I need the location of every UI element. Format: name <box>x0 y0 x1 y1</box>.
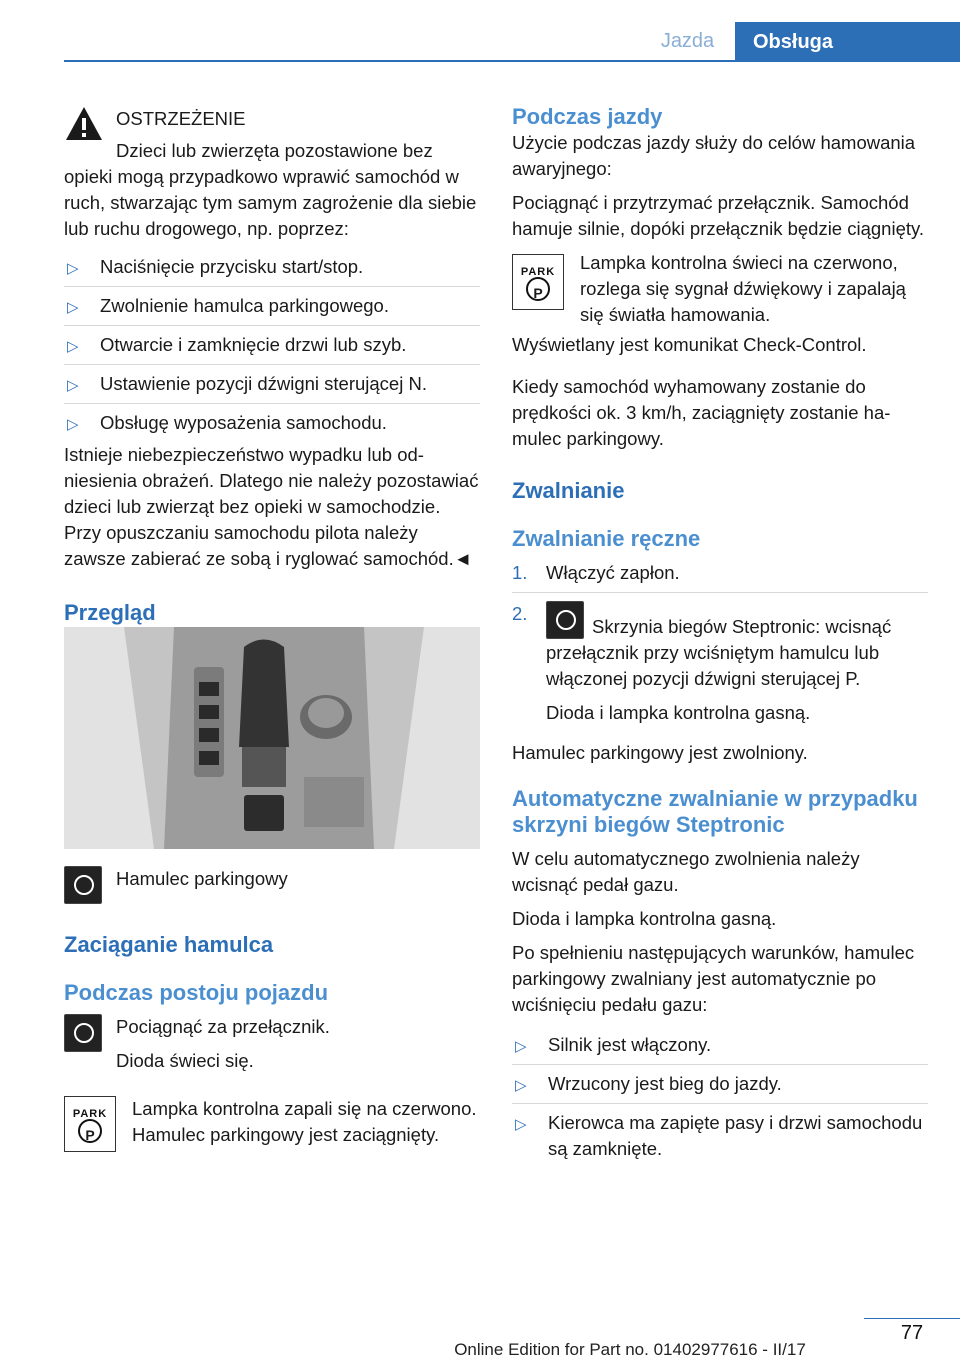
console-illustration <box>64 627 480 849</box>
parking-brake-switch-icon <box>64 866 102 904</box>
edition-text: Online Edition for Part no. 01402977616 - II/17 <box>454 1340 806 1359</box>
tab-obsluga[interactable]: Obsługa <box>735 22 960 62</box>
auto-p1: W celu automatycznego zwolnienia należy wcisnąć pedał gazu. <box>512 848 860 895</box>
lamp-row <box>64 1096 480 1176</box>
bullet-triangle-icon: ▷ <box>67 338 79 355</box>
caption-row <box>64 866 480 904</box>
list-item: ▷ Zwolnienie hamulca parkingowego. <box>64 287 480 326</box>
driving-p4: Kiedy samochód wyhamowany zostanie do prędkości ok. 3 km/h, zaciągnięty zostanie hamulec parkingowy. <box>512 376 891 449</box>
conditions-list <box>512 1026 928 1168</box>
parking-brake-switch-icon <box>64 1014 102 1052</box>
subheading-reczne: Zwalnianie ręczne <box>512 526 701 551</box>
park-indicator-icon: PARK P <box>512 254 564 310</box>
list-item: ▷ Otwarcie i zamknięcie drzwi lub szyb. <box>64 326 480 365</box>
page-number: 77 <box>900 1322 924 1344</box>
released-text: Hamulec parkingowy jest zwolniony. <box>512 742 808 763</box>
list-item: ▷ Wrzucony jest bieg do jazdy. <box>512 1065 928 1104</box>
warning-list <box>64 248 480 442</box>
section-heading-przeglad: Przegląd <box>64 600 156 625</box>
list-item: ▷ Ustawienie pozycji dźwigni sterującej N. <box>64 365 480 404</box>
auto-p3: Po spełnieniu następujących warunków, hamulec parkingowy zwalniany jest automatycznie po wciśnięciu pedału gazu: <box>512 942 915 1015</box>
tab-jazda[interactable]: Jazda <box>660 29 715 52</box>
subheading-automatyczne: Automatyczne zwalnianie w przypadku skrzyni biegów Steptronic <box>512 786 918 837</box>
bullet-triangle-icon: ▷ <box>515 1116 527 1133</box>
photo-caption: Hamulec parkingowy <box>116 868 288 889</box>
left-column <box>64 106 480 626</box>
park-indicator-icon: PARK P <box>64 1096 116 1152</box>
warning-intro: Dzieci lub zwierzęta pozostawione bez opieki mogą przypadkowo wprawić samochód w ruch, stwarzając tym samym zagrożenie dla siebie lub ruchu drogowego, np. poprzez: <box>64 140 477 239</box>
list-item: ▷ Obsługę wyposażenia samochodu. <box>64 404 480 442</box>
bullet-triangle-icon: ▷ <box>515 1038 527 1055</box>
lamp-text: Lampka kontrolna zapali się na czerwono. Hamulec parkingowy jest zaciągnięty. <box>132 1098 477 1145</box>
subheading-jazda: Podczas jazdy <box>512 104 663 129</box>
bullet-triangle-icon: ▷ <box>67 377 79 394</box>
list-item: 2. Skrzynia biegów Steptronic: wcisnąć przełącznik przy wciśniętym hamulcu lub włączonej pozycji dźwigni sterującej P. Dioda i lampka kontrolna gasną. <box>512 601 928 732</box>
right-column <box>512 104 928 1168</box>
list-item: ▷ Silnik jest włączony. <box>512 1026 928 1065</box>
warning-outro: Istnieje niebezpieczeństwo wypadku lub odniesienia obrażeń. Dlatego nie należy pozostawiać dzieci lub zwierząt bez opieki w samochodzie. Przy opuszczaniu samochodu pilota należy zawsze zabierać ze sobą i ryglować samochód.◄ <box>64 444 479 569</box>
warning-title: OSTRZEŻENIE <box>116 108 246 129</box>
subheading-postoj: Podczas postoju pojazdu <box>64 980 329 1005</box>
parking-brake-switch-icon <box>546 601 584 639</box>
bullet-triangle-icon: ▷ <box>515 1077 527 1094</box>
auto-p2: Dioda i lampka kontrolna gasną. <box>512 908 777 929</box>
list-item: ▷ Naciśnięcie przycisku start/stop. <box>64 248 480 287</box>
bullet-triangle-icon: ▷ <box>67 416 79 433</box>
bullet-triangle-icon: ▷ <box>67 260 79 277</box>
list-item: 1. Włączyć zapłon. <box>512 560 928 593</box>
pull-text: Pociągnąć za przełącznik. <box>116 1016 330 1037</box>
list-item: ▷ Kierowca ma zapięte pasy i drzwi samochodu są zamknięte. <box>515 1112 923 1159</box>
left-lower <box>64 866 480 1176</box>
pull-row <box>64 1014 480 1074</box>
section-heading-zwalnianie: Zwalnianie <box>512 478 625 503</box>
driving-lamp-text: Lampka kontrolna świeci na czerwono, rozlega się sygnał dźwiękowy i zapalają się światła hamowania. <box>580 252 906 325</box>
header-rule <box>64 60 960 62</box>
driving-lamp-row <box>512 250 928 330</box>
step2-note: Dioda i lampka kontrolna gasną. <box>546 702 811 723</box>
release-steps <box>512 560 928 732</box>
driving-p2: Pociągnąć i przytrzymać przełącznik. Samochód hamuje silnie, dopóki przełącznik będzie ciągnięty. <box>512 192 925 239</box>
footer-rule <box>864 1318 960 1319</box>
driving-p3: Wyświetlany jest komunikat Check-Control. <box>512 334 867 355</box>
section-heading-zaciaganie: Zaciąganie hamulca <box>64 932 274 957</box>
led-text: Dioda świeci się. <box>116 1050 254 1071</box>
console-photo <box>64 627 480 849</box>
bullet-triangle-icon: ▷ <box>67 299 79 316</box>
driving-p1: Użycie podczas jazdy służy do celów hamowania awaryjnego: <box>512 132 916 179</box>
